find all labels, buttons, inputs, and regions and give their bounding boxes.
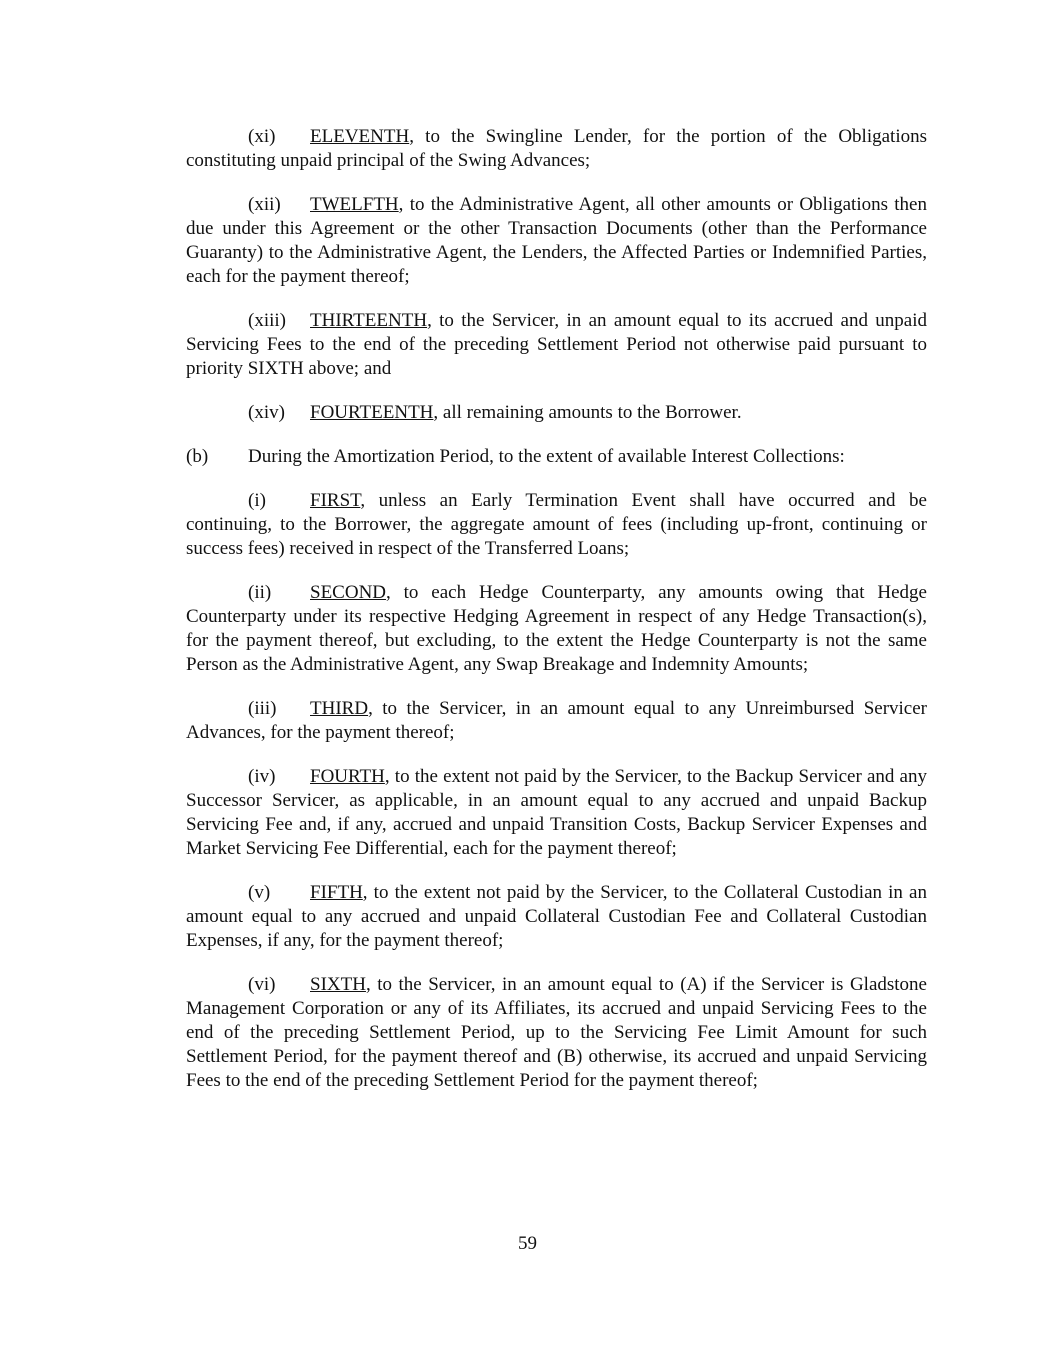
paragraph-text: , to the Administrative Agent, all other amounts or Obligations then due under this Agreement or the other Transaction Documents (other than the Performance Guaranty) to the Administrative Agent, the Lenders, the Affected Parties or Indemnified Parties, each for the payment thereof; xyxy=(186,194,927,287)
priority-keyword: THIRD xyxy=(310,698,369,719)
item-number: (iv) xyxy=(248,766,276,787)
item-number: (v) xyxy=(248,882,271,903)
priority-keyword: FOURTEENTH xyxy=(310,402,434,423)
paragraph-xii xyxy=(186,193,927,289)
paragraph-text: , to the Servicer, in an amount equal to its accrued and unpaid Servicing Fees to the end of the preceding Settlement Period not otherwise paid pursuant to priority SIXTH above; and xyxy=(186,310,927,379)
paragraph-b-iii xyxy=(186,697,927,745)
priority-keyword: SECOND xyxy=(310,582,387,603)
paragraph-text: , to the extent not paid by the Servicer, to the Collateral Custodian in an amount equal to any accrued and unpaid Collateral Custodian Fee and Collateral Custodian Expenses, if any, for the payment thereof; xyxy=(186,882,927,951)
priority-keyword: TWELFTH xyxy=(310,194,399,215)
section-text: During the Amortization Period, to the extent of available Interest Collections: xyxy=(248,446,845,467)
item-number: (xi) xyxy=(248,126,276,147)
paragraph-b-v xyxy=(186,881,927,953)
paragraph-text: , to the extent not paid by the Servicer, to the Backup Servicer and any Successor Servicer, as applicable, in an amount equal to any accrued and unpaid Backup Servicing Fee and, if any, accrued and unpaid Transition Costs, Backup Servicer Expenses and Market Servicing Fee Differential, each for the payment thereof; xyxy=(186,766,927,859)
paragraph-text: , to each Hedge Counterparty, any amounts owing that Hedge Counterparty under its respective Hedging Agreement in respect of any Hedge Transaction(s), for the payment thereof, but excluding, to the extent the Hedge Counterparty is not the same Person as the Administrative Agent, any Swap Breakage and Indemnity Amounts; xyxy=(186,582,927,675)
section-number: (b) xyxy=(186,446,209,467)
item-number: (xiv) xyxy=(248,402,285,423)
item-number: (ii) xyxy=(248,582,272,603)
priority-keyword: ELEVENTH xyxy=(310,126,410,147)
paragraph-xiv xyxy=(186,401,927,425)
section-b-heading xyxy=(186,445,927,469)
item-number: (iii) xyxy=(248,698,277,719)
paragraph-text: , to the Servicer, in an amount equal to (A) if the Servicer is Gladstone Management Corporation or any of its Affiliates, its accrued and unpaid Servicing Fees to the end of the preceding Settlement Period, up to the Servicing Fee Limit Amount for such Settlement Period, for the payment thereof and (B) otherwise, its accrued and unpaid Servicing Fees to the end of the preceding Settlement Period for the payment thereof; xyxy=(186,974,927,1091)
paragraph-text: , all remaining amounts to the Borrower. xyxy=(433,402,742,423)
paragraph-b-vi xyxy=(186,973,927,1093)
paragraph-xi xyxy=(186,125,927,173)
paragraph-b-iv xyxy=(186,765,927,861)
priority-keyword: FIRST xyxy=(310,490,361,511)
priority-keyword: FOURTH xyxy=(310,766,385,787)
paragraph-b-i xyxy=(186,489,927,561)
item-number: (xiii) xyxy=(248,310,286,331)
paragraph-text: , to the Servicer, in an amount equal to any Unreimbursed Servicer Advances, for the payment thereof; xyxy=(186,698,927,743)
page-number: 59 xyxy=(518,1233,537,1254)
paragraph-xiii xyxy=(186,309,927,381)
priority-keyword: FIFTH xyxy=(310,882,363,903)
item-number: (vi) xyxy=(248,974,276,995)
item-number: (xii) xyxy=(248,194,281,215)
priority-keyword: SIXTH xyxy=(310,974,366,995)
item-number: (i) xyxy=(248,490,266,511)
priority-keyword: THIRTEENTH xyxy=(310,310,428,331)
document-body xyxy=(186,125,927,1113)
paragraph-text: , unless an Early Termination Event shall have occurred and be continuing, to the Borrower, the aggregate amount of fees (including up-front, continuing or success fees) received in respect of the Transferred Loans; xyxy=(186,490,927,559)
paragraph-b-ii xyxy=(186,581,927,677)
paragraph-text: , to the Swingline Lender, for the portion of the Obligations constituting unpaid principal of the Swing Advances; xyxy=(186,126,927,171)
